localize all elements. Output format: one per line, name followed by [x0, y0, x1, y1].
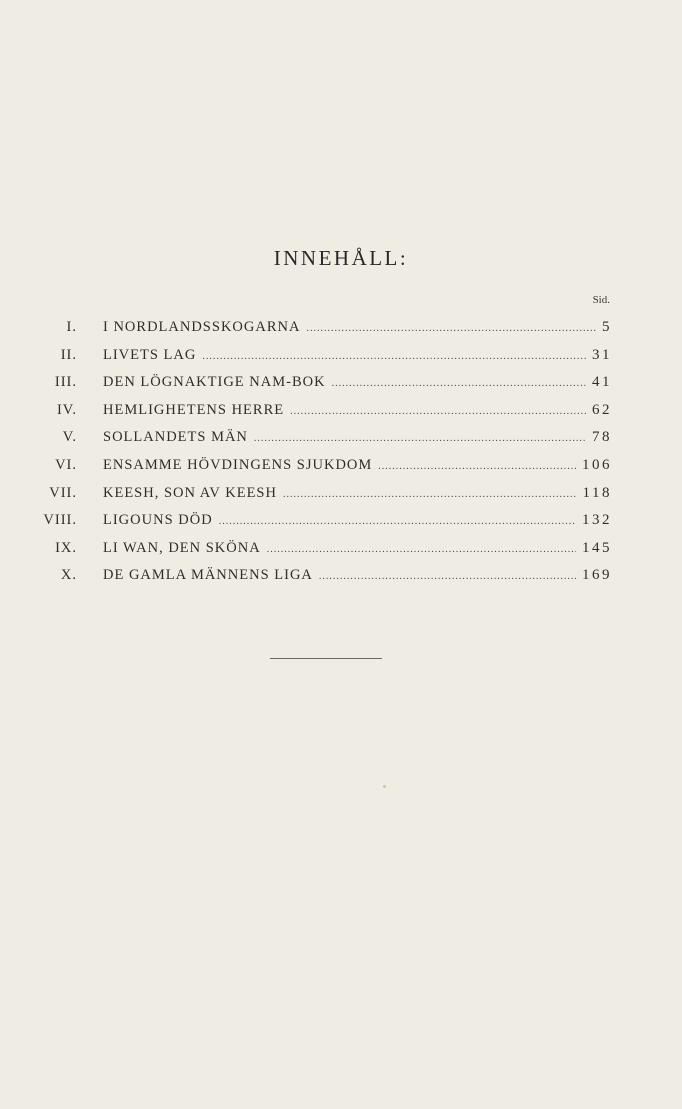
page-number: 145 — [582, 539, 612, 556]
page-number: 5 — [602, 319, 612, 335]
chapter-number: III. — [54, 374, 77, 391]
paper-speck — [383, 785, 386, 788]
toc-entry-body — [103, 402, 610, 420]
toc-entry-body — [103, 540, 610, 558]
chapter-title: ENSAMME HÖVDINGENS SJUKDOM — [103, 456, 373, 473]
toc-entry — [0, 564, 682, 592]
dot-leader — [378, 461, 576, 475]
page-number: 118 — [582, 484, 612, 501]
dot-leader — [202, 351, 586, 365]
dot-leader — [254, 433, 586, 447]
toc-entry-body — [103, 319, 610, 337]
chapter-title: I NORDLANDSSKOGARNA — [103, 319, 301, 335]
chapter-title: DE GAMLA MÄNNENS LIGA — [103, 567, 313, 584]
toc-entry-body — [103, 485, 610, 503]
chapter-title: LI WAN, DEN SKÖNA — [103, 539, 261, 556]
chapter-title: LIGOUNS DÖD — [103, 512, 213, 529]
page-number: 62 — [592, 401, 612, 418]
page-number: 41 — [592, 374, 612, 391]
dot-leader — [290, 406, 586, 420]
chapter-title: HEMLIGHETENS HERRE — [103, 401, 285, 418]
chapter-number: VII. — [49, 484, 77, 501]
page-title: INNEHÅLL: — [273, 246, 409, 270]
toc-entry-body — [103, 347, 610, 365]
toc-entry — [0, 399, 682, 427]
toc-entry-body — [103, 457, 610, 475]
page-number: 132 — [582, 512, 612, 529]
chapter-title: KEESH, SON AV KEESH — [103, 484, 277, 501]
page-number: 106 — [582, 456, 612, 473]
chapter-number: IX. — [55, 539, 77, 556]
chapter-number: II. — [60, 346, 77, 363]
table-of-contents — [0, 316, 682, 592]
chapter-number: VIII. — [43, 512, 77, 529]
toc-entry — [0, 537, 682, 565]
chapter-number: VI. — [55, 456, 77, 473]
toc-entry — [0, 509, 682, 537]
page-column-label: Sid. — [592, 294, 610, 306]
toc-entry — [0, 316, 682, 344]
page-number: 78 — [592, 429, 612, 446]
toc-entry-body — [103, 512, 610, 530]
dot-leader — [332, 378, 586, 392]
chapter-number: I. — [66, 319, 77, 335]
chapter-number: X. — [60, 567, 77, 584]
dot-leader — [219, 516, 576, 530]
dot-leader — [306, 323, 596, 337]
toc-entry — [0, 371, 682, 399]
chapter-number: IV. — [56, 401, 77, 418]
dot-leader — [267, 544, 576, 558]
dot-leader — [283, 489, 577, 503]
section-divider — [270, 658, 382, 659]
toc-entry-body — [103, 567, 610, 585]
toc-entry — [0, 454, 682, 482]
chapter-title: SOLLANDETS MÄN — [103, 429, 248, 446]
toc-entry — [0, 482, 682, 510]
chapter-number: V. — [62, 429, 77, 446]
toc-entry — [0, 344, 682, 372]
toc-entry-body — [103, 429, 610, 447]
page-number: 169 — [582, 567, 612, 584]
toc-entry-body — [103, 374, 610, 392]
dot-leader — [319, 571, 576, 585]
chapter-title: DEN LÖGNAKTIGE NAM-BOK — [103, 374, 326, 391]
page-number: 31 — [592, 346, 612, 363]
chapter-title: LIVETS LAG — [103, 346, 197, 363]
toc-entry — [0, 426, 682, 454]
